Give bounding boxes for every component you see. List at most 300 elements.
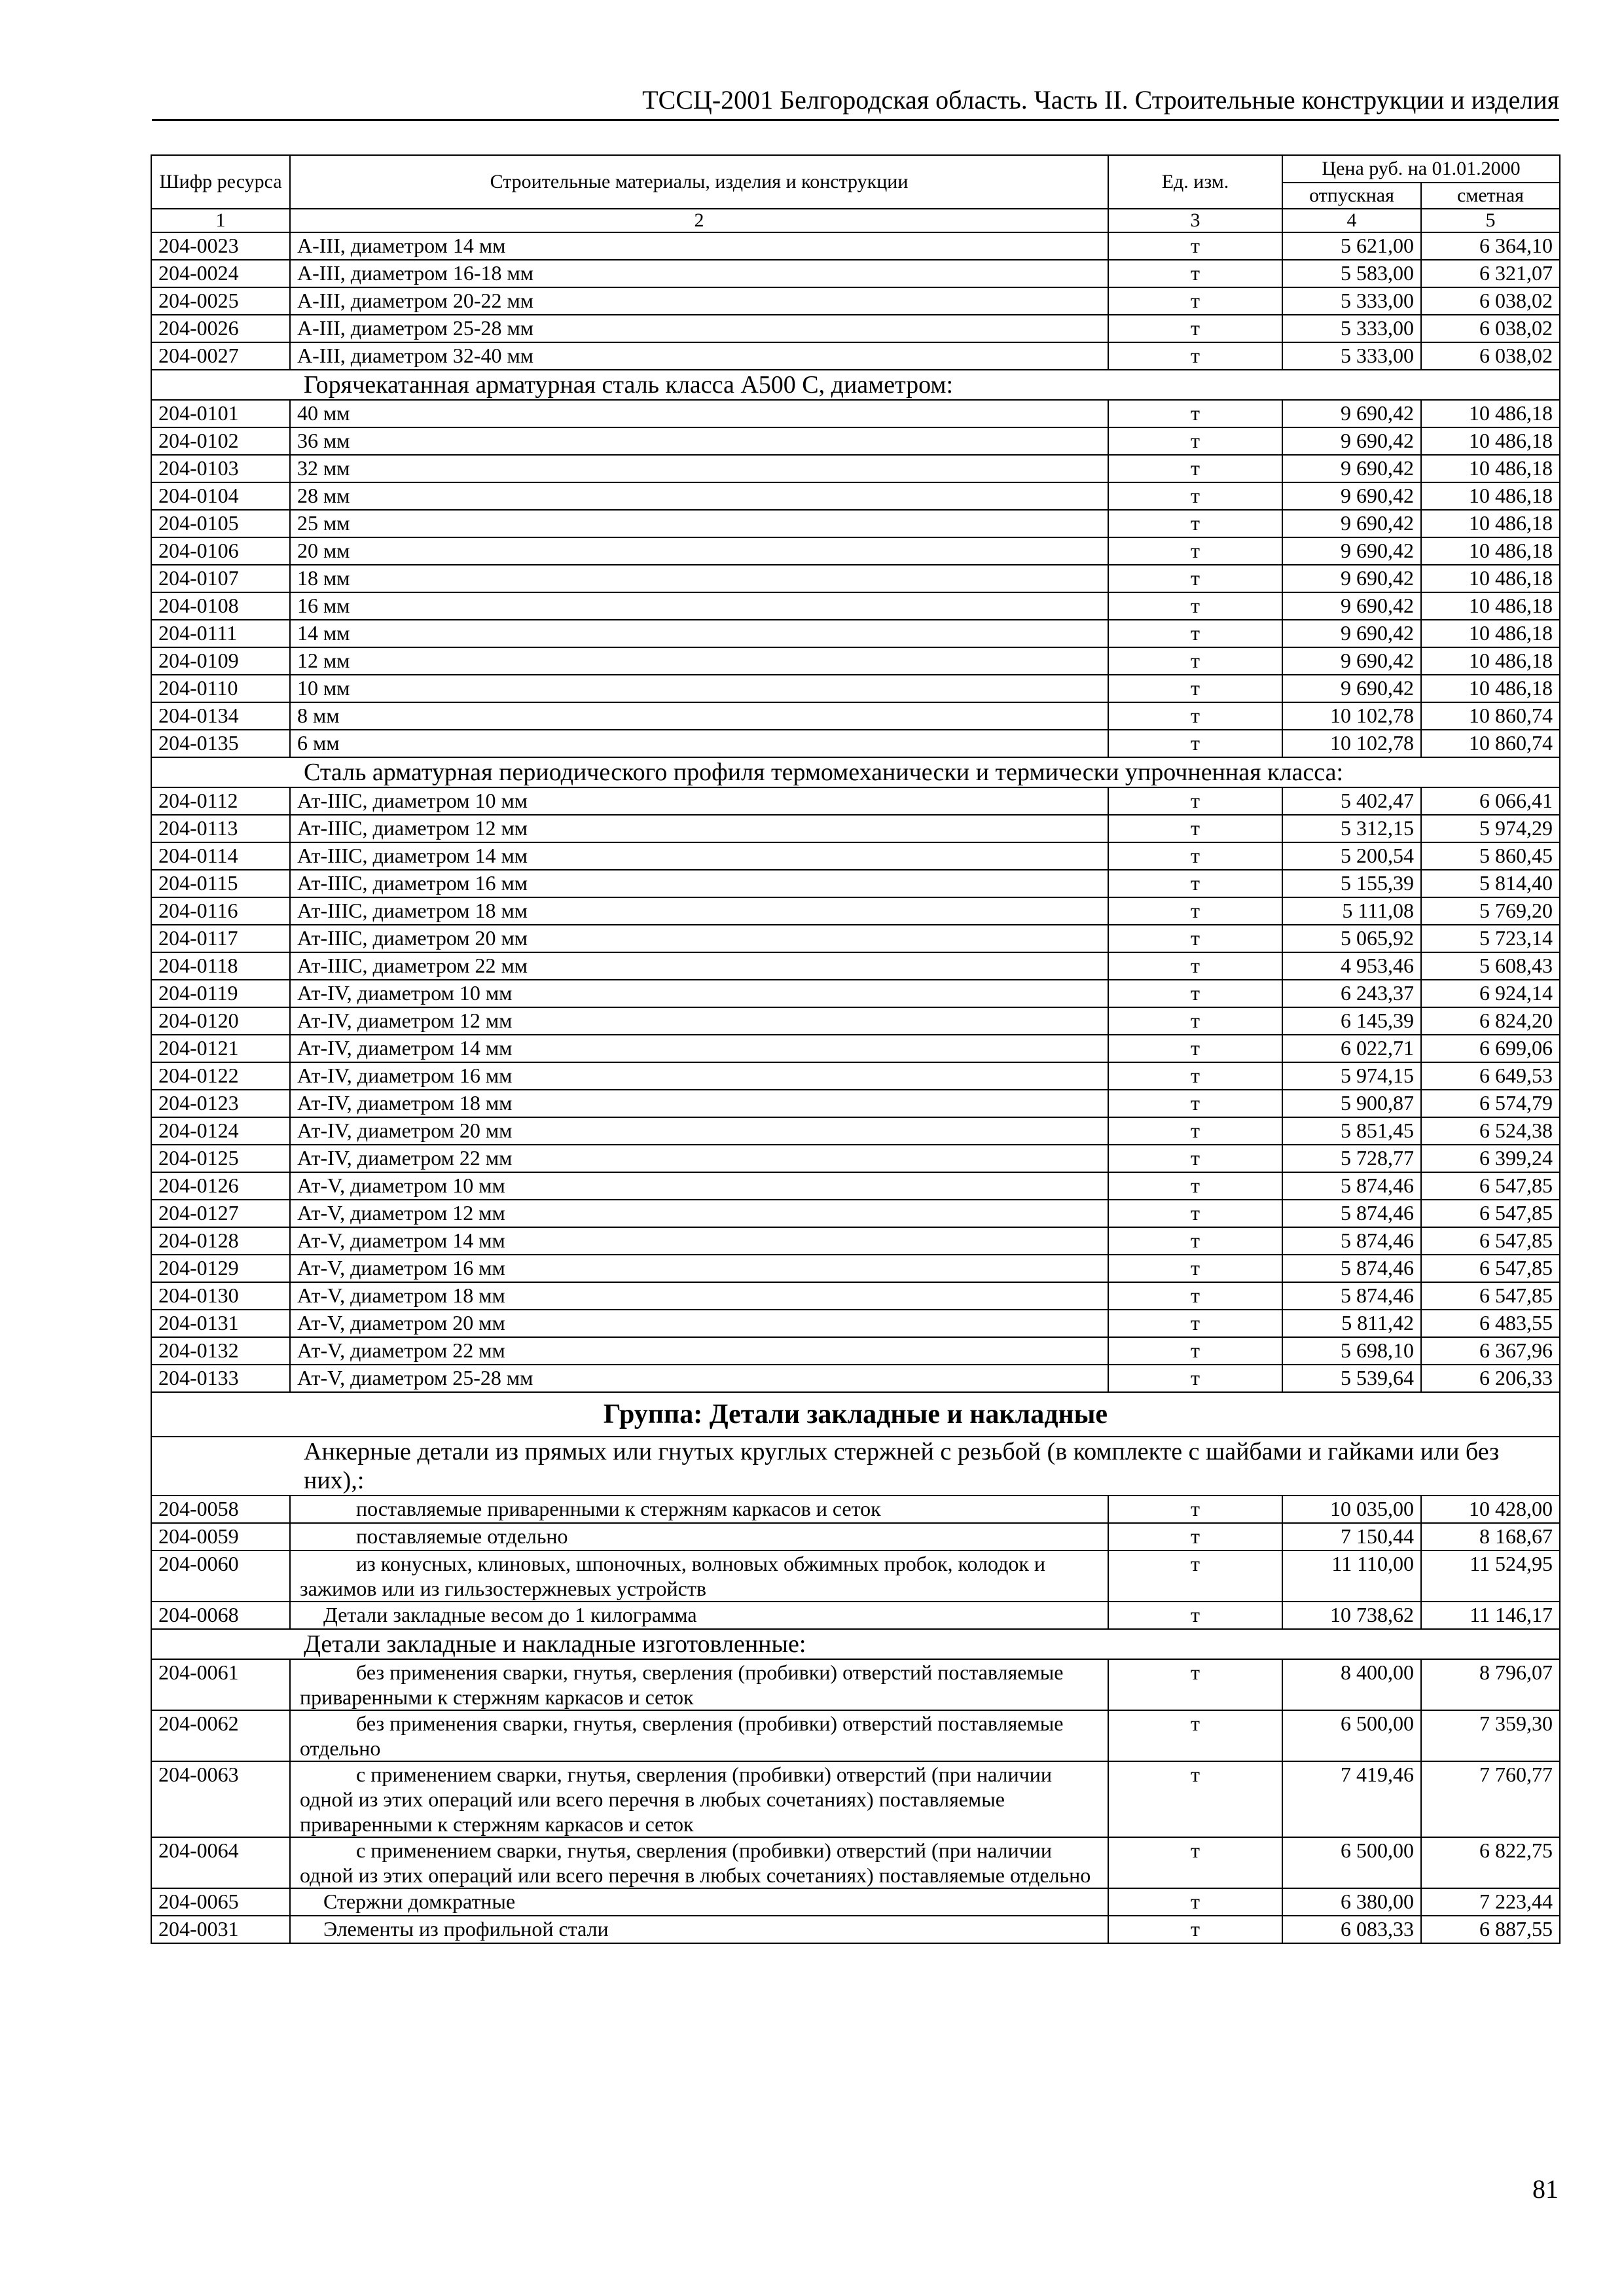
row-unit: т — [1108, 1200, 1282, 1227]
row-estimate-price: 10 860,74 — [1421, 702, 1560, 730]
row-release-price: 5 874,46 — [1282, 1282, 1421, 1310]
row-unit: т — [1108, 1365, 1282, 1392]
row-unit: т — [1108, 925, 1282, 952]
row-estimate-price: 6 399,24 — [1421, 1145, 1560, 1172]
row-name: Ат-IIIС, диаметром 14 мм — [290, 842, 1108, 870]
row-unit: т — [1108, 730, 1282, 757]
row-code: 204-0119 — [151, 980, 290, 1007]
row-estimate-price: 6 547,85 — [1421, 1255, 1560, 1282]
table-row — [151, 1365, 1560, 1392]
row-unit: т — [1108, 787, 1282, 815]
row-code: 204-0026 — [151, 315, 290, 342]
row-code: 204-0124 — [151, 1117, 290, 1145]
row-release-price: 5 874,46 — [1282, 1255, 1421, 1282]
row-code: 204-0115 — [151, 870, 290, 897]
row-estimate-price: 10 486,18 — [1421, 455, 1560, 482]
row-unit: т — [1108, 870, 1282, 897]
row-unit: т — [1108, 1496, 1282, 1523]
row-name: Ат-IIIС, диаметром 10 мм — [290, 787, 1108, 815]
row-release-price: 7 419,46 — [1282, 1761, 1421, 1837]
col-name-header: Строительные материалы, изделия и конструкции — [290, 155, 1108, 209]
row-estimate-price: 10 486,18 — [1421, 592, 1560, 620]
row-code: 204-0062 — [151, 1710, 290, 1761]
row-estimate-price: 6 547,85 — [1421, 1282, 1560, 1310]
row-name: Ат-IIIС, диаметром 20 мм — [290, 925, 1108, 952]
row-release-price: 10 102,78 — [1282, 730, 1421, 757]
row-release-price: 5 539,64 — [1282, 1365, 1421, 1392]
table-row — [151, 787, 1560, 815]
row-estimate-price: 6 524,38 — [1421, 1117, 1560, 1145]
row-unit: т — [1108, 260, 1282, 287]
row-name: А-III, диаметром 32-40 мм — [290, 342, 1108, 370]
row-code: 204-0064 — [151, 1837, 290, 1888]
row-code: 204-0135 — [151, 730, 290, 757]
row-name: Элементы из профильной стали — [290, 1916, 1108, 1943]
row-name: из конусных, клиновых, шпоночных, волновых обжимных пробок, колодок и зажимов или из гильзостержневых устройств — [290, 1551, 1108, 1602]
column-number: 1 — [151, 209, 290, 232]
column-number: 5 — [1421, 209, 1560, 232]
row-estimate-price: 6 321,07 — [1421, 260, 1560, 287]
row-name: 18 мм — [290, 565, 1108, 592]
row-release-price: 11 110,00 — [1282, 1551, 1421, 1602]
row-release-price: 5 698,10 — [1282, 1337, 1421, 1365]
row-name: Ат-V, диаметром 16 мм — [290, 1255, 1108, 1282]
row-unit: т — [1108, 1310, 1282, 1337]
row-unit: т — [1108, 1035, 1282, 1062]
row-code: 204-0116 — [151, 897, 290, 925]
row-unit: т — [1108, 1916, 1282, 1943]
row-name: 16 мм — [290, 592, 1108, 620]
row-unit: т — [1108, 952, 1282, 980]
row-unit: т — [1108, 1227, 1282, 1255]
table-row — [151, 1090, 1560, 1117]
table-row — [151, 1145, 1560, 1172]
row-name: А-III, диаметром 20-22 мм — [290, 287, 1108, 315]
row-name: Детали закладные весом до 1 килограмма — [290, 1602, 1108, 1629]
row-name: 25 мм — [290, 510, 1108, 537]
row-name: 6 мм — [290, 730, 1108, 757]
row-estimate-price: 6 649,53 — [1421, 1062, 1560, 1090]
table-body — [151, 232, 1560, 1943]
row-estimate-price: 10 486,18 — [1421, 647, 1560, 675]
row-code: 204-0023 — [151, 232, 290, 260]
row-code: 204-0112 — [151, 787, 290, 815]
row-code: 204-0104 — [151, 482, 290, 510]
row-name: Ат-V, диаметром 25-28 мм — [290, 1365, 1108, 1392]
row-unit: т — [1108, 1710, 1282, 1761]
row-estimate-price: 5 974,29 — [1421, 815, 1560, 842]
row-code: 204-0130 — [151, 1282, 290, 1310]
table-row — [151, 1496, 1560, 1523]
row-release-price: 9 690,42 — [1282, 647, 1421, 675]
row-unit: т — [1108, 427, 1282, 455]
row-release-price: 5 728,77 — [1282, 1145, 1421, 1172]
row-estimate-price: 10 486,18 — [1421, 427, 1560, 455]
row-unit: т — [1108, 232, 1282, 260]
row-unit: т — [1108, 342, 1282, 370]
row-estimate-price: 6 547,85 — [1421, 1200, 1560, 1227]
row-code: 204-0065 — [151, 1888, 290, 1916]
row-release-price: 6 022,71 — [1282, 1035, 1421, 1062]
row-release-price: 9 690,42 — [1282, 455, 1421, 482]
table-row — [151, 952, 1560, 980]
table-row — [151, 980, 1560, 1007]
row-code: 204-0068 — [151, 1602, 290, 1629]
column-number: 2 — [290, 209, 1108, 232]
table-row — [151, 897, 1560, 925]
row-code: 204-0106 — [151, 537, 290, 565]
row-name: Ат-IIIС, диаметром 22 мм — [290, 952, 1108, 980]
row-release-price: 6 145,39 — [1282, 1007, 1421, 1035]
row-release-price: 5 333,00 — [1282, 342, 1421, 370]
row-estimate-price: 6 699,06 — [1421, 1035, 1560, 1062]
table-row — [151, 1062, 1560, 1090]
row-code: 204-0063 — [151, 1761, 290, 1837]
row-release-price: 8 400,00 — [1282, 1659, 1421, 1710]
row-estimate-price: 11 146,17 — [1421, 1602, 1560, 1629]
row-release-price: 9 690,42 — [1282, 675, 1421, 702]
table-row — [151, 455, 1560, 482]
row-name: 32 мм — [290, 455, 1108, 482]
row-release-price: 9 690,42 — [1282, 620, 1421, 647]
row-estimate-price: 6 367,96 — [1421, 1337, 1560, 1365]
row-estimate-price: 6 038,02 — [1421, 342, 1560, 370]
row-estimate-price: 5 860,45 — [1421, 842, 1560, 870]
row-release-price: 5 900,87 — [1282, 1090, 1421, 1117]
row-release-price: 10 102,78 — [1282, 702, 1421, 730]
row-estimate-price: 6 824,20 — [1421, 1007, 1560, 1035]
row-name: 14 мм — [290, 620, 1108, 647]
row-name: Ат-IIIС, диаметром 16 мм — [290, 870, 1108, 897]
row-estimate-price: 7 223,44 — [1421, 1888, 1560, 1916]
table-row — [151, 925, 1560, 952]
row-release-price: 5 312,15 — [1282, 815, 1421, 842]
row-estimate-price: 5 608,43 — [1421, 952, 1560, 980]
table-row — [151, 1172, 1560, 1200]
group-heading: Группа: Детали закладные и накладные — [151, 1392, 1560, 1437]
table-row — [151, 260, 1560, 287]
section-heading: Сталь арматурная периодического профиля термомеханически и термически упрочненная класса: — [151, 757, 1560, 787]
row-name: с применением сварки, гнутья, сверления (пробивки) отверстий (при наличии одной из этих операций или всего перечня в любых сочетаниях) поставляемые отдельно — [290, 1837, 1108, 1888]
column-number: 3 — [1108, 209, 1282, 232]
row-code: 204-0031 — [151, 1916, 290, 1943]
row-release-price: 5 065,92 — [1282, 925, 1421, 952]
row-estimate-price: 6 574,79 — [1421, 1090, 1560, 1117]
row-release-price: 5 402,47 — [1282, 787, 1421, 815]
table-row — [151, 232, 1560, 260]
column-number: 4 — [1282, 209, 1421, 232]
row-estimate-price: 6 547,85 — [1421, 1227, 1560, 1255]
row-estimate-price: 10 428,00 — [1421, 1496, 1560, 1523]
table-row — [151, 565, 1560, 592]
row-code: 204-0102 — [151, 427, 290, 455]
row-unit: т — [1108, 815, 1282, 842]
row-unit: т — [1108, 1551, 1282, 1602]
row-code: 204-0114 — [151, 842, 290, 870]
row-code: 204-0118 — [151, 952, 290, 980]
table-row — [151, 1888, 1560, 1916]
row-code: 204-0111 — [151, 620, 290, 647]
row-name: Стержни домкратные — [290, 1888, 1108, 1916]
row-estimate-price: 6 483,55 — [1421, 1310, 1560, 1337]
row-code: 204-0110 — [151, 675, 290, 702]
row-name: 10 мм — [290, 675, 1108, 702]
row-release-price: 5 851,45 — [1282, 1117, 1421, 1145]
row-release-price: 6 380,00 — [1282, 1888, 1421, 1916]
row-code: 204-0113 — [151, 815, 290, 842]
row-unit: т — [1108, 510, 1282, 537]
row-code: 204-0058 — [151, 1496, 290, 1523]
table-row — [151, 675, 1560, 702]
row-unit: т — [1108, 1523, 1282, 1551]
row-code: 204-0121 — [151, 1035, 290, 1062]
row-unit: т — [1108, 897, 1282, 925]
table-row — [151, 1602, 1560, 1629]
row-code: 204-0120 — [151, 1007, 290, 1035]
row-unit: т — [1108, 1659, 1282, 1710]
row-code: 204-0059 — [151, 1523, 290, 1551]
table-row — [151, 647, 1560, 675]
row-release-price: 6 083,33 — [1282, 1916, 1421, 1943]
row-code: 204-0061 — [151, 1659, 290, 1710]
row-name: Ат-IV, диаметром 12 мм — [290, 1007, 1108, 1035]
col-code-header: Шифр ресурса — [151, 155, 290, 209]
row-estimate-price: 5 769,20 — [1421, 897, 1560, 925]
row-name: Ат-V, диаметром 12 мм — [290, 1200, 1108, 1227]
row-estimate-price: 10 486,18 — [1421, 400, 1560, 427]
row-unit: т — [1108, 1117, 1282, 1145]
row-code: 204-0128 — [151, 1227, 290, 1255]
table-row — [151, 842, 1560, 870]
row-estimate-price: 10 486,18 — [1421, 510, 1560, 537]
row-code: 204-0131 — [151, 1310, 290, 1337]
row-unit: т — [1108, 565, 1282, 592]
row-estimate-price: 10 486,18 — [1421, 675, 1560, 702]
row-code: 204-0108 — [151, 592, 290, 620]
row-code: 204-0126 — [151, 1172, 290, 1200]
row-release-price: 9 690,42 — [1282, 400, 1421, 427]
section-heading: Детали закладные и накладные изготовленные: — [151, 1629, 1560, 1659]
row-code: 204-0125 — [151, 1145, 290, 1172]
row-unit: т — [1108, 1761, 1282, 1837]
row-name: Ат-V, диаметром 22 мм — [290, 1337, 1108, 1365]
row-release-price: 5 155,39 — [1282, 870, 1421, 897]
row-release-price: 5 874,46 — [1282, 1227, 1421, 1255]
row-unit: т — [1108, 287, 1282, 315]
row-release-price: 5 200,54 — [1282, 842, 1421, 870]
row-unit: т — [1108, 702, 1282, 730]
table-row — [151, 1337, 1560, 1365]
row-unit: т — [1108, 455, 1282, 482]
row-release-price: 10 035,00 — [1282, 1496, 1421, 1523]
table-row — [151, 592, 1560, 620]
table-row — [151, 1916, 1560, 1943]
row-code: 204-0132 — [151, 1337, 290, 1365]
column-number-row — [151, 209, 1560, 232]
table-row — [151, 730, 1560, 757]
row-release-price: 5 333,00 — [1282, 315, 1421, 342]
row-release-price: 5 621,00 — [1282, 232, 1421, 260]
row-estimate-price: 6 038,02 — [1421, 287, 1560, 315]
row-name: 28 мм — [290, 482, 1108, 510]
table-row — [151, 1007, 1560, 1035]
row-estimate-price: 8 168,67 — [1421, 1523, 1560, 1551]
row-unit: т — [1108, 1888, 1282, 1916]
row-name: Ат-V, диаметром 14 мм — [290, 1227, 1108, 1255]
row-name: Ат-IV, диаметром 18 мм — [290, 1090, 1108, 1117]
row-estimate-price: 6 822,75 — [1421, 1837, 1560, 1888]
col-price-header: Цена руб. на 01.01.2000 — [1282, 155, 1560, 183]
table-row — [151, 342, 1560, 370]
row-name: Ат-IIIС, диаметром 12 мм — [290, 815, 1108, 842]
table-row — [151, 702, 1560, 730]
row-unit: т — [1108, 537, 1282, 565]
table-header-row — [151, 155, 1560, 183]
row-release-price: 9 690,42 — [1282, 510, 1421, 537]
row-code: 204-0134 — [151, 702, 290, 730]
row-estimate-price: 6 364,10 — [1421, 232, 1560, 260]
row-code: 204-0025 — [151, 287, 290, 315]
row-code: 204-0027 — [151, 342, 290, 370]
row-estimate-price: 10 486,18 — [1421, 482, 1560, 510]
row-release-price: 10 738,62 — [1282, 1602, 1421, 1629]
table-row — [151, 1551, 1560, 1602]
row-unit: т — [1108, 315, 1282, 342]
row-unit: т — [1108, 1602, 1282, 1629]
table-row — [151, 1761, 1560, 1837]
table-row — [151, 427, 1560, 455]
row-code: 204-0133 — [151, 1365, 290, 1392]
row-release-price: 5 333,00 — [1282, 287, 1421, 315]
row-code: 204-0107 — [151, 565, 290, 592]
row-code: 204-0024 — [151, 260, 290, 287]
row-release-price: 6 243,37 — [1282, 980, 1421, 1007]
row-code: 204-0109 — [151, 647, 290, 675]
row-unit: т — [1108, 592, 1282, 620]
col-unit-header: Ед. изм. — [1108, 155, 1282, 209]
table-row — [151, 815, 1560, 842]
table-row — [151, 1523, 1560, 1551]
table-row — [151, 1117, 1560, 1145]
row-estimate-price: 6 066,41 — [1421, 787, 1560, 815]
row-estimate-price: 11 524,95 — [1421, 1551, 1560, 1602]
row-release-price: 9 690,42 — [1282, 427, 1421, 455]
table-row — [151, 620, 1560, 647]
row-code: 204-0101 — [151, 400, 290, 427]
row-release-price: 6 500,00 — [1282, 1710, 1421, 1761]
row-estimate-price: 8 796,07 — [1421, 1659, 1560, 1710]
row-name: А-III, диаметром 16-18 мм — [290, 260, 1108, 287]
row-unit: т — [1108, 1255, 1282, 1282]
row-release-price: 9 690,42 — [1282, 537, 1421, 565]
row-release-price: 9 690,42 — [1282, 565, 1421, 592]
page-number: 81 — [1532, 2174, 1559, 2204]
row-name: Ат-IIIС, диаметром 18 мм — [290, 897, 1108, 925]
row-estimate-price: 7 359,30 — [1421, 1710, 1560, 1761]
row-unit: т — [1108, 647, 1282, 675]
table-row — [151, 482, 1560, 510]
row-code: 204-0122 — [151, 1062, 290, 1090]
row-name: А-III, диаметром 14 мм — [290, 232, 1108, 260]
section-heading: Горячекатанная арматурная сталь класса А500 С, диаметром: — [151, 370, 1560, 400]
row-release-price: 5 874,46 — [1282, 1172, 1421, 1200]
row-release-price: 5 974,15 — [1282, 1062, 1421, 1090]
table-row — [151, 870, 1560, 897]
row-code: 204-0060 — [151, 1551, 290, 1602]
row-name: без применения сварки, гнутья, сверления (пробивки) отверстий поставляемые приваренными к стержням каркасов и сеток — [290, 1659, 1108, 1710]
row-release-price: 6 500,00 — [1282, 1837, 1421, 1888]
row-estimate-price: 6 547,85 — [1421, 1172, 1560, 1200]
header-title: ТССЦ-2001 Белгородская область. Часть II. Строительные конструкции и изделия — [642, 85, 1559, 115]
table-row — [151, 400, 1560, 427]
row-release-price: 9 690,42 — [1282, 592, 1421, 620]
row-name: Ат-IV, диаметром 22 мм — [290, 1145, 1108, 1172]
row-name: 20 мм — [290, 537, 1108, 565]
row-name: поставляемые приваренными к стержням каркасов и сеток — [290, 1496, 1108, 1523]
table-row — [151, 1837, 1560, 1888]
row-name: Ат-IV, диаметром 14 мм — [290, 1035, 1108, 1062]
row-release-price: 5 111,08 — [1282, 897, 1421, 925]
row-unit: т — [1108, 400, 1282, 427]
row-release-price: 5 583,00 — [1282, 260, 1421, 287]
row-estimate-price: 10 486,18 — [1421, 620, 1560, 647]
row-unit: т — [1108, 842, 1282, 870]
col-estimate-header: сметная — [1421, 183, 1560, 209]
row-estimate-price: 6 924,14 — [1421, 980, 1560, 1007]
table-row — [151, 1659, 1560, 1710]
row-estimate-price: 10 486,18 — [1421, 537, 1560, 565]
row-name: Ат-V, диаметром 18 мм — [290, 1282, 1108, 1310]
row-estimate-price: 6 206,33 — [1421, 1365, 1560, 1392]
row-unit: т — [1108, 620, 1282, 647]
row-unit: т — [1108, 1282, 1282, 1310]
row-unit: т — [1108, 1837, 1282, 1888]
row-estimate-price: 10 486,18 — [1421, 565, 1560, 592]
row-name: без применения сварки, гнутья, сверления (пробивки) отверстий поставляемые отдельно — [290, 1710, 1108, 1761]
row-name: 36 мм — [290, 427, 1108, 455]
table-row — [151, 1282, 1560, 1310]
row-unit: т — [1108, 675, 1282, 702]
row-name: Ат-IV, диаметром 16 мм — [290, 1062, 1108, 1090]
row-name: 12 мм — [290, 647, 1108, 675]
row-unit: т — [1108, 1172, 1282, 1200]
row-estimate-price: 6 887,55 — [1421, 1916, 1560, 1943]
table-row — [151, 1710, 1560, 1761]
row-estimate-price: 7 760,77 — [1421, 1761, 1560, 1837]
table-row — [151, 315, 1560, 342]
row-release-price: 5 874,46 — [1282, 1200, 1421, 1227]
table-row — [151, 510, 1560, 537]
table-row — [151, 537, 1560, 565]
row-code: 204-0117 — [151, 925, 290, 952]
row-release-price: 5 811,42 — [1282, 1310, 1421, 1337]
row-name: Ат-V, диаметром 20 мм — [290, 1310, 1108, 1337]
section-heading: Анкерные детали из прямых или гнутых круглых стержней с резьбой (в комплекте с шайбами и гайками или без них),: — [151, 1437, 1560, 1496]
row-name: поставляемые отдельно — [290, 1523, 1108, 1551]
row-release-price: 4 953,46 — [1282, 952, 1421, 980]
row-code: 204-0129 — [151, 1255, 290, 1282]
row-unit: т — [1108, 1062, 1282, 1090]
col-release-header: отпускная — [1282, 183, 1421, 209]
row-unit: т — [1108, 482, 1282, 510]
row-code: 204-0105 — [151, 510, 290, 537]
table-row — [151, 1310, 1560, 1337]
row-unit: т — [1108, 1145, 1282, 1172]
price-table — [151, 154, 1561, 1944]
row-unit: т — [1108, 980, 1282, 1007]
row-name: А-III, диаметром 25-28 мм — [290, 315, 1108, 342]
table-row — [151, 1227, 1560, 1255]
